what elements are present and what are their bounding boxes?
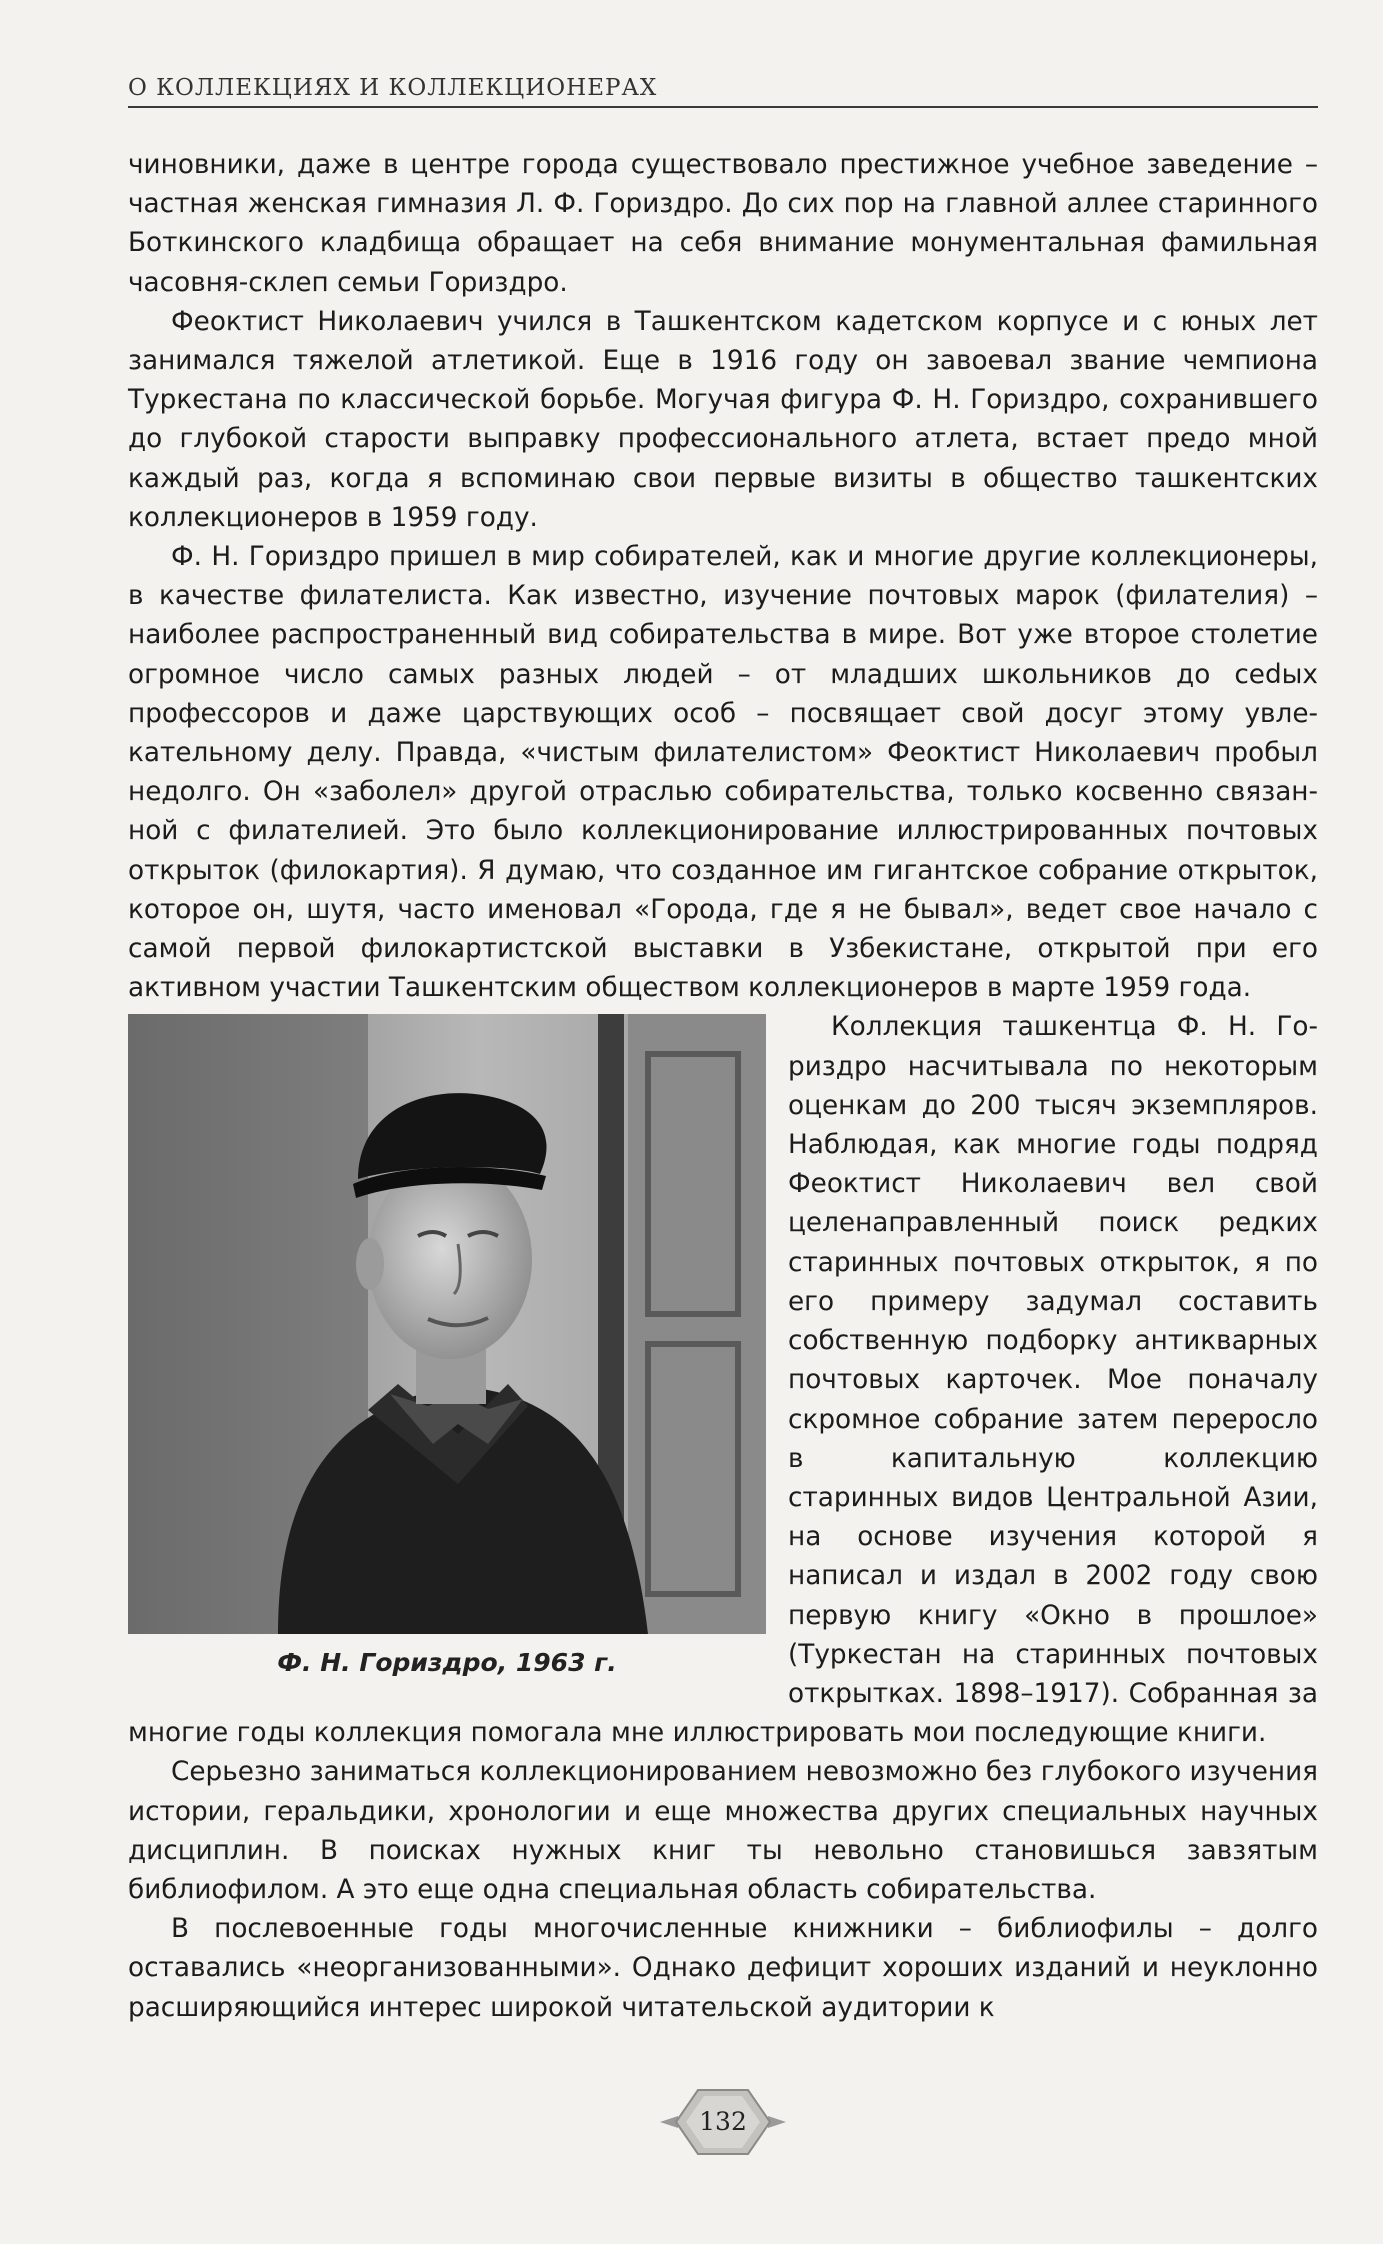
- paragraph: Феоктист Николаевич учился в Ташкентском кадетском корпусе и с юных лет занимался тяжелой атлетикой. Еще в 1916 году он завоевал звание чемпиона Туркестана по классической борьбе. Могучая фигура Ф. Н. Гориздро, сохранившего до глубокой старости выправку профессионального атлета, встает предо мной каждый раз, когда я вспоминаю свои первые визиты в общество ташкентских коллекционеров в 1959 году.: [128, 306, 1318, 533]
- paragraph: Серьезно заниматься коллекционированием невозможно без глубокого изучения истории, геральдики, хронологии и еще множества других специальных научных дисциплин. В поисках нужных книг ты невольно становишься завзятым библиофилом. А это еще одна специальная область собирательства.: [128, 1757, 1318, 1905]
- portrait-figure: [128, 1014, 766, 1680]
- paragraph: чиновники, даже в центре города существовало престижное учебное заведение – частная женская гимназия Л. Ф. Гориздро. До сих пор на главной аллее старинного Боткинского кладбища обращает на себя внимание монументальная фамильная часовня-склеп семьи Гориздро.: [128, 150, 1318, 298]
- page-number: 132: [699, 2107, 747, 2136]
- paragraph: Ф. Н. Гориздро пришел в мир собирателей, как и многие другие коллекционеры, в качестве филателиста. Как известно, изучение почтовых марок (филателия) – наиболее распространенный вид собирательства в мире. Вот уже второе столетие огромное число самых разных людей – от младших школьников до сеdых профессоров и даже царствующих особ – посвящает свой досуг этому увлекательному делу. Правда, «чистым филателистом» Феоктист Николаевич пробыл недолго. Он «заболел» другой отраслью собирательства, только косвенно связанной с филателией. Это было коллекционирование иллюстрированных почтовых открыток (филокартия). Я думаю, что созданное им гигантское собрание открыток, которое он, шутя, часто именовал «Города, где я не бывал», ведет свое начало с самой первой филокартистской выставки в Узбекистане, открытой при его активном участии Ташкентским обществом коллекционеров в марте 1959 года.: [128, 542, 1318, 1004]
- page-number-badge: [658, 2086, 788, 2158]
- paragraph: Коллекция ташкентца Ф. Н. Гориздро насчитывала по некоторым оценкам до 200 тысяч экземпляров. Наблюдая, как многие годы подряд Феоктист Николаевич вел свой целенаправленный поиск редких старинных почтовых открыток, я по его примеру задумал составить собственную подборку антикварных почтовых карточек. Мое поначалу скромное собрание затем переросло в капитальную коллекцию старинных видов Центральной Азии, на основе изучения которой я написал и издал в 2002 году свою первую книгу «Окно в прошлое» (Туркестан на старинных почтовых открытках. 1898–1917). Собранная за многие годы коллекция помогала мне иллюстрировать мои последующие книги.: [128, 1012, 1318, 1749]
- body-text: [128, 146, 1318, 2028]
- running-head: О КОЛЛЕКЦИЯХ И КОЛЛЕКЦИОНЕРАХ: [128, 74, 1318, 108]
- portrait-photo: [128, 1014, 766, 1634]
- paragraph: В послевоенные годы многочисленные книжники – библиофилы – долго оставались «неорганизованными». Однако дефицит хороших изданий и неуклонно расширяющийся интерес широкой читательской аудитории к: [128, 1914, 1318, 2023]
- figure-caption: Ф. Н. Гориздро, 1963 г.: [277, 1648, 617, 1678]
